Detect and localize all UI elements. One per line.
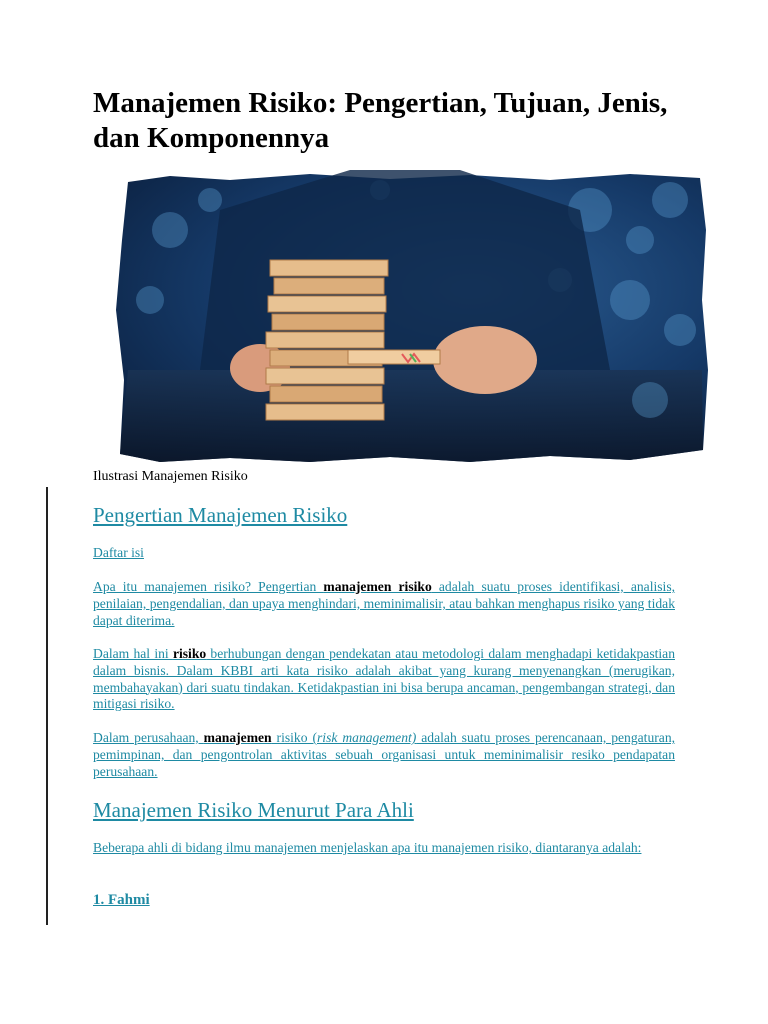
toc-link[interactable] (93, 545, 675, 562)
paragraph-text[interactable]: Dalam hal ini (93, 646, 173, 661)
paragraph-text[interactable]: adalah suatu proses identifikasi, analisis, penilaian, pengendalian, dan upaya menghindari, meminimalisir, atau bahkan menghapus risiko yang tidak dapat diterima. (93, 579, 676, 628)
paragraph-text[interactable]: adalah suatu proses perencanaan, pengaturan, pemimpinan, dan pengontrolan aktivitas sebuah organisasi untuk meminimalisir resiko pendapatan perusahaan. (93, 730, 676, 779)
paragraph-definition[interactable] (93, 579, 675, 629)
section-heading-pengertian[interactable]: Pengertian Manajemen Risiko (93, 503, 348, 527)
section-heading-ahli[interactable]: Manajemen Risiko Menurut Para Ahli (93, 798, 414, 822)
document-title: Manajemen Risiko: Pengertian, Tujuan, Jenis, dan Komponennya (93, 87, 668, 154)
bold-term[interactable]: risiko (172, 646, 207, 661)
illustration-image (110, 170, 710, 466)
toc-link-text[interactable]: Daftar isi (93, 545, 144, 560)
image-caption: Ilustrasi Manajemen Risiko (93, 469, 248, 484)
margin-line (46, 487, 48, 925)
bold-term[interactable]: manajemen (203, 730, 272, 745)
italic-term[interactable]: risk management) (317, 730, 417, 745)
paragraph-text[interactable]: Dalam perusahaan, (93, 730, 204, 745)
paragraph-company[interactable] (93, 730, 675, 780)
paragraph-text[interactable]: berhubungan dengan pendekatan atau metodologi dalam menghadapi ketidakpastian dalam bisnis. Dalam KBBI arti kata risiko adalah akibat yang kurang menyenangkan (merugikan, membahayakan) dari suatu tindakan. Ketidakpastian ini bisa berupa ancaman, pengembangan strategi, dan mitigasi risiko. (93, 646, 675, 712)
paragraph-experts[interactable]: Beberapa ahli di bidang ilmu manajemen menjelaskan apa itu manajemen risiko, diantaranya adalah: (93, 840, 642, 855)
bold-term[interactable]: manajemen risiko (323, 579, 432, 594)
paragraph-text[interactable]: Apa itu manajemen risiko? Pengertian (93, 579, 324, 594)
paragraph-risk[interactable] (93, 646, 675, 713)
subheading-fahmi[interactable]: 1. Fahmi (93, 892, 150, 908)
paragraph-text[interactable]: risiko ( (271, 730, 317, 745)
